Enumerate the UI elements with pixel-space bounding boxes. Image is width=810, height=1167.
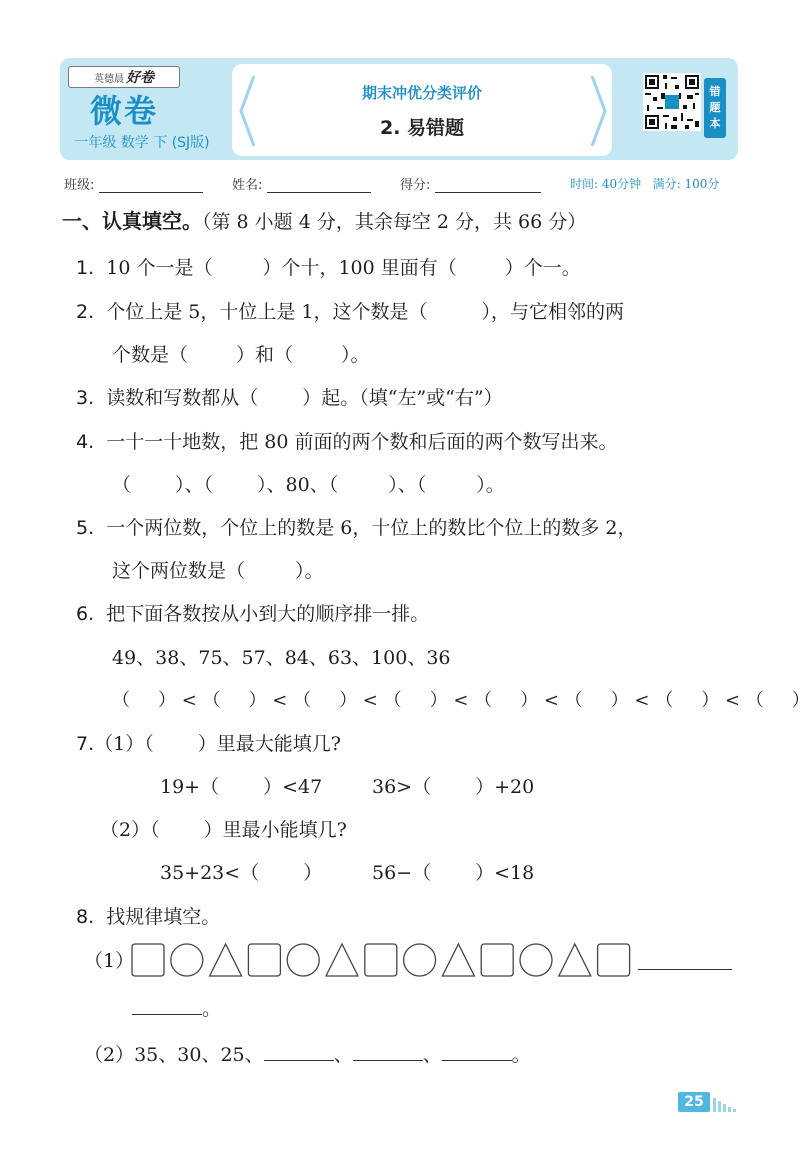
less-than-sign: < (719, 690, 746, 711)
q8-end-1: 。 (202, 998, 222, 1020)
question-6 (76, 599, 429, 626)
q7-e4b: ）<18 (475, 862, 535, 884)
section-heading (62, 205, 586, 234)
question-4 (76, 427, 618, 454)
q5-text-b: 这个两位数是（ (112, 560, 246, 582)
question-number: 8. (76, 906, 95, 928)
q3-text-a: 读数和写数都从（ (106, 387, 259, 409)
section-note: （第 8 小题 4 分，其余每空 2 分，共 66 分） (202, 211, 587, 233)
close-paren: ） (248, 690, 267, 711)
close-paren: ） (339, 690, 358, 711)
series-title: 微卷 (89, 92, 158, 130)
q8-part-2 (84, 1040, 531, 1067)
question-1 (76, 253, 581, 280)
question-5 (76, 513, 637, 540)
circle-shape (287, 944, 319, 976)
square-shape (481, 944, 513, 976)
triangle-shape (442, 944, 474, 976)
exam-meta (570, 175, 719, 192)
q4-text-f: ）。 (476, 474, 505, 496)
q8-sep: 、 (422, 1044, 442, 1066)
exam-subtitle: 期末冲优分类评价 (361, 84, 482, 102)
triangle-shape (559, 944, 591, 976)
square-shape (248, 944, 280, 976)
q8-sep: 、 (333, 1044, 353, 1066)
q6-text-a: 把下面各数按从小到大的顺序排一排。 (106, 603, 430, 625)
open-paren: （ (655, 690, 674, 711)
open-paren: （ (474, 690, 493, 711)
qr-code-icon[interactable] (643, 73, 701, 131)
q7-part1-text: ）里最大能填几? (197, 733, 341, 755)
question-number: 6. (76, 603, 95, 625)
grade-label: 一年级 数学 下 (SJ版) (74, 135, 210, 151)
less-than-sign: < (357, 690, 384, 711)
less-than-sign: < (176, 690, 203, 711)
q8-shape-sequence (130, 940, 640, 980)
q1-text-c: ）个一。 (504, 257, 581, 279)
question-4-line-2 (112, 470, 505, 497)
answer-blank[interactable] (353, 1040, 423, 1061)
circle-shape (404, 944, 436, 976)
q7-e3a: 35+23<（ (160, 862, 260, 884)
answer-blank[interactable] (264, 1040, 334, 1061)
brand-mark: 好卷 (126, 70, 154, 86)
close-paren: ） (610, 690, 629, 711)
section-title: 一、认真填空。 (62, 209, 202, 233)
q8-part-1-blank-b[interactable] (132, 992, 221, 1021)
question-number: 2. (76, 301, 95, 323)
q7-expr-4 (372, 858, 534, 885)
q5-text-a: 一个两位数，个位上的数是 6，十位上的数比个位上的数多 2， (106, 517, 637, 539)
page-title: 2. 易错题 (379, 117, 465, 139)
q4-text-d: ）、80、（ (257, 474, 339, 496)
q4-text-b: （ (112, 474, 132, 496)
less-than-sign: < (538, 690, 565, 711)
time-limit: 时间: 40分钟 (570, 177, 642, 191)
close-paren: ） (701, 690, 720, 711)
open-paren: （ (564, 690, 583, 711)
question-8 (76, 902, 220, 929)
q7-e4a: 56−（ (372, 862, 432, 884)
q6-numbers: 49、38、75、57、84、63、100、36 (112, 647, 451, 669)
bars-icon (712, 1092, 742, 1112)
square-shape (365, 944, 397, 976)
question-number: 5. (76, 517, 95, 539)
close-paren: ） (791, 690, 810, 711)
tag-char: 错 (709, 85, 721, 98)
q8-end-2: 。 (511, 1044, 531, 1066)
q4-text-c: ）、（ (175, 474, 214, 496)
question-7-part-1 (76, 729, 341, 756)
q8-part2-text: （2）35、30、25、 (84, 1044, 264, 1066)
page-number: 25 (678, 1092, 710, 1112)
name-label: 姓名: (232, 178, 263, 193)
close-paren: ） (520, 690, 539, 711)
square-shape (132, 944, 164, 976)
question-7-part-2 (100, 815, 347, 842)
q7-expr-2 (372, 772, 534, 799)
q7-part2-text: ）里最小能填几? (203, 819, 347, 841)
square-shape (598, 944, 630, 976)
full-score: 满分: 100分 (652, 177, 720, 191)
question-2 (76, 297, 624, 324)
q1-text-b: ）个十，100 里面有（ (262, 257, 457, 279)
question-2-line-2 (112, 340, 370, 367)
open-paren: （ (112, 690, 130, 711)
q7-part2-label: （2）（ (100, 819, 160, 841)
brand-small-text: 英德晨 (94, 73, 124, 85)
q7-e1a: 19+（ (160, 776, 220, 798)
tag-char: 题 (709, 101, 721, 114)
open-paren: （ (202, 690, 221, 711)
circle-shape (520, 944, 552, 976)
q7-e1b: ）<47 (263, 776, 323, 798)
name-field[interactable] (232, 174, 371, 193)
triangle-shape (326, 944, 358, 976)
q7-e2a: 36>（ (372, 776, 432, 798)
question-number: 3. (76, 387, 95, 409)
question-3 (76, 383, 503, 410)
q2-text-b: ），与它相邻的两 (481, 301, 625, 323)
answer-blank[interactable] (442, 1040, 512, 1061)
score-field[interactable] (400, 174, 541, 193)
q2-text-c: 个数是（ (112, 344, 189, 366)
q7-part1-label: （1）（ (94, 733, 154, 755)
score-label: 得分: (400, 178, 431, 193)
close-paren: ） (429, 690, 448, 711)
q7-e2b: ）+20 (475, 776, 535, 798)
q7-expr-3 (160, 858, 322, 885)
open-paren: （ (293, 690, 312, 711)
question-number: 1. (76, 257, 95, 279)
q2-text-e: ）。 (341, 344, 370, 366)
question-5-line-2 (112, 556, 324, 583)
less-than-sign: < (628, 690, 656, 711)
q7-expr-1 (160, 772, 322, 799)
circle-shape (171, 944, 203, 976)
error-book-tag[interactable] (704, 78, 726, 138)
q4-text-e: ）、（ (388, 474, 427, 496)
q7-e3b: ） (303, 862, 323, 884)
open-paren: （ (383, 690, 402, 711)
close-paren: ） (158, 690, 176, 711)
q4-text-a: 一十一十地数，把 80 前面的两个数和后面的两个数写出来。 (106, 431, 618, 453)
q1-text-a: 10 个一是（ (106, 257, 213, 279)
q2-text-a: 个位上是 5，十位上是 1，这个数是（ (106, 301, 428, 323)
q2-text-d: ）和（ (236, 344, 294, 366)
class-field[interactable] (64, 174, 203, 193)
title-panel (232, 64, 612, 156)
question-number: 7. (76, 733, 95, 755)
triangle-shape (210, 944, 242, 976)
tag-char: 本 (709, 117, 721, 130)
class-label: 班级: (64, 178, 95, 193)
less-than-sign: < (266, 690, 294, 711)
q8-part-1-blank-a[interactable] (638, 947, 732, 975)
brand-logo (68, 66, 180, 88)
q8-part-1-label: （1） (84, 950, 135, 972)
q5-text-c: ）。 (295, 560, 324, 582)
q3-text-b: ）起。（填“左”或“右”） (302, 387, 503, 409)
q6-order-blanks (112, 686, 810, 712)
question-number: 4. (76, 431, 95, 453)
open-paren: （ (745, 690, 764, 711)
less-than-sign: < (447, 690, 475, 711)
q8-text-a: 找规律填空。 (106, 906, 221, 928)
